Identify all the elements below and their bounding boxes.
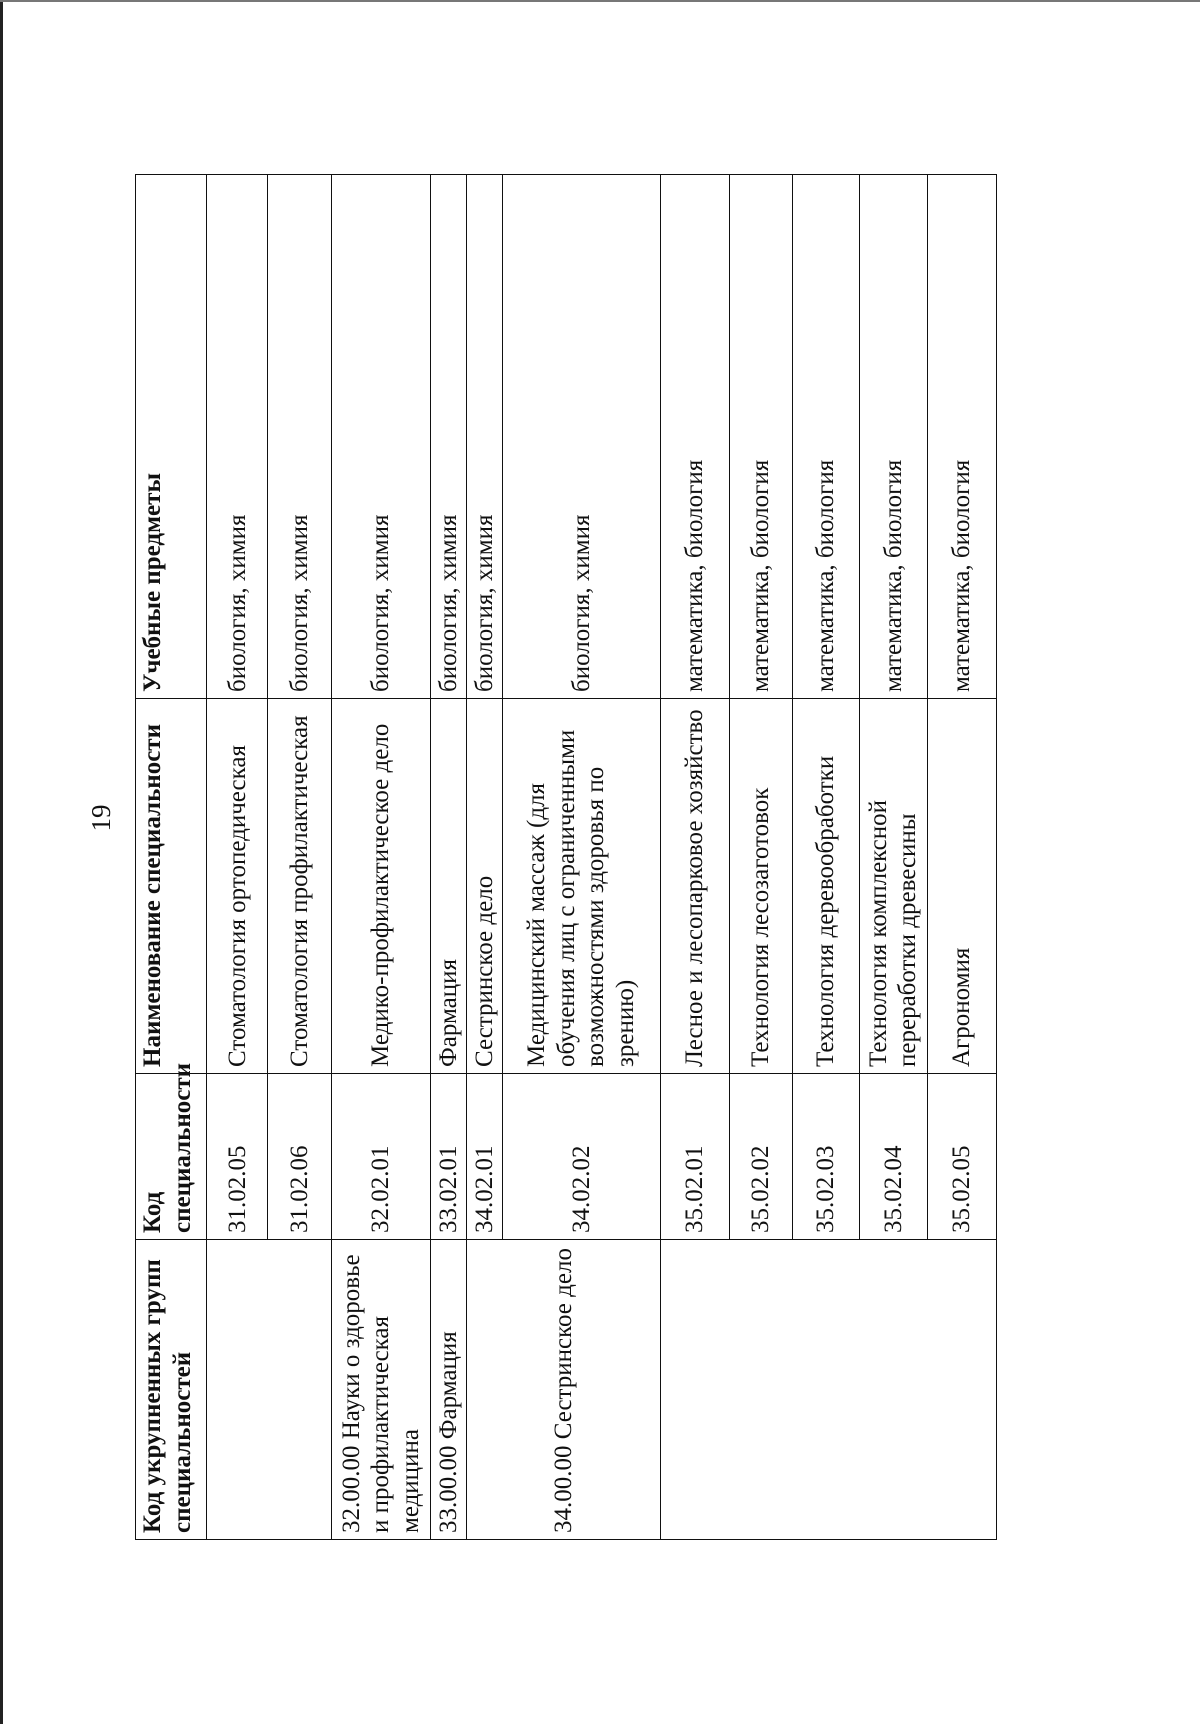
header-code: Код специальности [136, 1074, 207, 1240]
code-cell: 34.02.01 [466, 1074, 502, 1240]
header-group: Код укрупненных групп специальностей [136, 1240, 207, 1540]
subjects-cell: биология, химия [503, 175, 661, 699]
table-row [430, 175, 466, 1540]
group-cell [660, 1240, 996, 1540]
table-row [332, 175, 430, 1540]
subjects-cell: математика, биология [793, 175, 860, 699]
page-number: 19 [86, 804, 116, 832]
subjects-cell: математика, биология [927, 175, 996, 699]
code-cell: 31.02.06 [268, 1074, 332, 1240]
name-cell: Стоматология профилактическая [268, 699, 332, 1074]
specialties-table [135, 174, 997, 1540]
page-edge-top [0, 0, 1200, 2]
table-row [207, 175, 268, 1540]
name-cell: Медицинский массаж (для обучения лиц с ограниченными возможностями здоровья по зрению) [503, 699, 661, 1074]
name-cell: Лесное и лесопарковое хозяйство [660, 699, 729, 1074]
name-cell: Сестринское дело [466, 699, 502, 1074]
group-cell [207, 1240, 332, 1540]
page-edge-left [0, 0, 3, 1724]
name-cell: Агрономия [927, 699, 996, 1074]
group-cell: 34.00.00 Сестринское дело [466, 1240, 660, 1540]
subjects-cell: биология, химия [207, 175, 268, 699]
code-cell: 35.02.03 [793, 1074, 860, 1240]
header-row [136, 175, 207, 1540]
name-cell: Фармация [430, 699, 466, 1074]
code-cell: 35.02.04 [860, 1074, 927, 1240]
subjects-cell: математика, биология [730, 175, 793, 699]
code-cell: 35.02.01 [660, 1074, 729, 1240]
subjects-cell: биология, химия [332, 175, 430, 699]
group-cell: 32.00.00 Науки о здоровье и профилактическая медицина [332, 1240, 430, 1540]
table-row [466, 175, 502, 1540]
code-cell: 35.02.05 [927, 1074, 996, 1240]
code-cell: 32.02.01 [332, 1074, 430, 1240]
name-cell: Технология комплексной переработки древесины [860, 699, 927, 1074]
subjects-cell: математика, биология [660, 175, 729, 699]
subjects-cell: математика, биология [860, 175, 927, 699]
group-cell: 33.00.00 Фармация [430, 1240, 466, 1540]
name-cell: Технология деревообработки [793, 699, 860, 1074]
name-cell: Технология лесозаготовок [730, 699, 793, 1074]
subjects-cell: биология, химия [466, 175, 502, 699]
code-cell: 35.02.02 [730, 1074, 793, 1240]
name-cell: Медико-профилактическое дело [332, 699, 430, 1074]
code-cell: 31.02.05 [207, 1074, 268, 1240]
name-cell: Стоматология ортопедическая [207, 699, 268, 1074]
code-cell: 33.02.01 [430, 1074, 466, 1240]
header-name: Наименование специальности [136, 699, 207, 1074]
code-cell: 34.02.02 [503, 1074, 661, 1240]
rotated-table-container [135, 175, 997, 1540]
subjects-cell: биология, химия [430, 175, 466, 699]
header-subjects: Учебные предметы [136, 175, 207, 699]
table-row [660, 175, 729, 1540]
subjects-cell: биология, химия [268, 175, 332, 699]
